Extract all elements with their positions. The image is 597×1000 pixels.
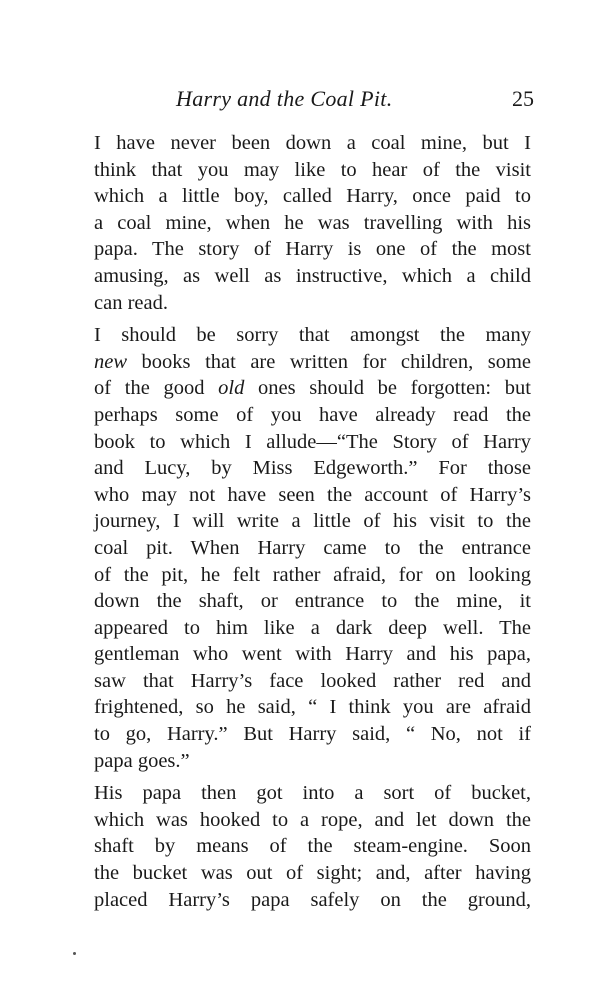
text-line: which was hooked to a rope, and let down the xyxy=(94,808,531,831)
text-line: His papa then got into a sort of bucket, xyxy=(94,782,531,805)
text-line: I should be sorry that amongst the many xyxy=(94,324,531,347)
paragraph xyxy=(76,130,531,316)
text-line: frightened, so he said, “ I think you are afraid xyxy=(94,696,531,719)
body-text xyxy=(76,130,531,919)
text-line: of the pit, he felt rather afraid, for on looking xyxy=(94,563,531,586)
text-line: who may not have seen the account of Harry’s xyxy=(94,483,531,506)
text-line: appeared to him like a dark deep well. The xyxy=(94,616,531,639)
running-title: Harry and the Coal Pit. xyxy=(176,86,393,111)
text-line: think that you may like to hear of the visit xyxy=(94,158,531,181)
text-line: perhaps some of you have already read the xyxy=(94,403,531,426)
text-line: I have never been down a coal mine, but I xyxy=(94,132,531,154)
text-line: the bucket was out of sight; and, after having xyxy=(94,862,531,885)
text-line: which a little boy, called Harry, once paid to xyxy=(94,185,531,208)
text-line: amusing, as well as instructive, which a child xyxy=(94,264,531,287)
running-head xyxy=(76,86,534,116)
paragraph xyxy=(76,322,531,774)
text-line: saw that Harry’s face looked rather red and xyxy=(94,669,531,692)
text-line: can read. xyxy=(94,291,168,314)
text-line: to go, Harry.” But Harry said, “ No, not if xyxy=(94,723,531,746)
text-line: down the shaft, or entrance to the mine, it xyxy=(94,590,531,613)
page-speck xyxy=(73,952,76,955)
text-line: shaft by means of the steam-engine. Soon xyxy=(94,835,531,858)
text-line: journey, I will write a little of his visit to the xyxy=(94,510,531,533)
page-number: 25 xyxy=(512,86,534,111)
text-line: a coal mine, when he was travelling with his xyxy=(94,211,531,234)
paragraph xyxy=(76,780,531,913)
text-line: coal pit. When Harry came to the entrance xyxy=(94,536,531,559)
text-line: papa. The story of Harry is one of the most xyxy=(94,238,531,261)
text-line: book to which I allude—“The Story of Harry xyxy=(94,430,531,453)
text-line: placed Harry’s papa safely on the ground, xyxy=(94,888,531,911)
text-line: new books that are written for children, some xyxy=(94,350,531,373)
text-line: of the good old ones should be forgotten: but xyxy=(94,377,531,400)
text-line: papa goes.” xyxy=(94,749,190,772)
text-line: and Lucy, by Miss Edgeworth.” For those xyxy=(94,457,531,480)
text-line: gentleman who went with Harry and his papa, xyxy=(94,643,531,666)
